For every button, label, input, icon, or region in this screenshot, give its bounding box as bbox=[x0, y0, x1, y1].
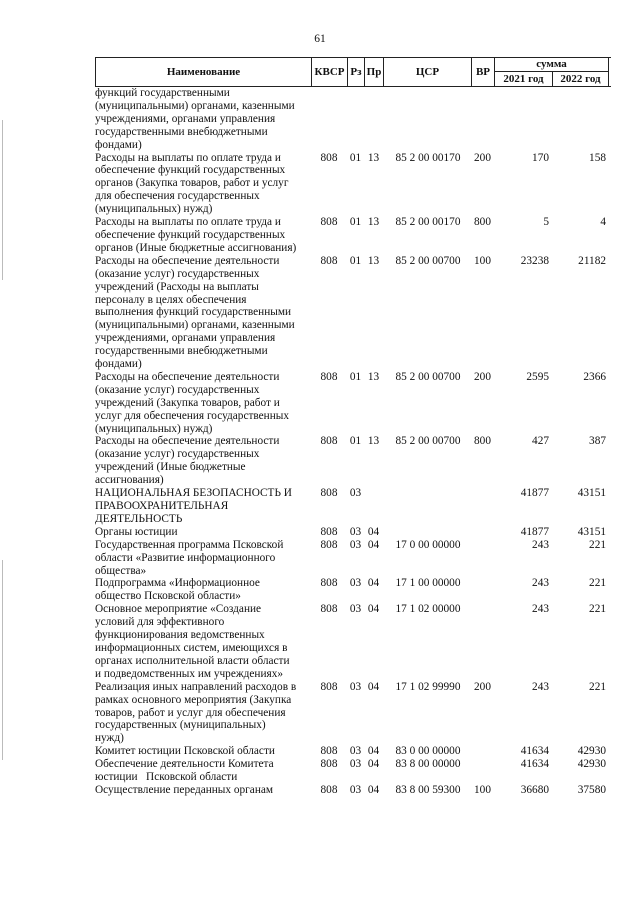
cell-pr: 13 bbox=[367, 151, 380, 164]
cell-name: Расходы на выплаты по оплате труда и обеспечение функций государственных органов (Иные бюджетные ассигнования) bbox=[95, 216, 297, 254]
cell-rz: 03 bbox=[349, 745, 362, 758]
cell-kvsr: 808 bbox=[320, 758, 338, 771]
header-sum: сумма bbox=[494, 58, 609, 72]
cell-y1: 243 bbox=[532, 577, 549, 590]
cell-y1: 243 bbox=[532, 680, 549, 693]
header-pr: Пр bbox=[364, 58, 383, 86]
header-csr: ЦСР bbox=[383, 58, 471, 86]
cell-name: функций государственными (муниципальными) органами, казенными учреждениями, органами управления государственными внебюджетными фондами) bbox=[95, 87, 295, 151]
cell-rz: 03 bbox=[349, 680, 362, 693]
cell-csr bbox=[383, 487, 471, 526]
table-header bbox=[95, 57, 611, 87]
cell-csr bbox=[383, 526, 471, 539]
cell-csr: 17 1 00 00000 bbox=[395, 577, 461, 590]
cell-vr: 100 bbox=[474, 254, 491, 267]
cell-kvsr: 808 bbox=[320, 254, 338, 267]
cell-name: НАЦИОНАЛЬНАЯ БЕЗОПАСНОСТЬ И ПРАВООХРАНИТЕЛЬНАЯ ДЕЯТЕЛЬНОСТЬ bbox=[95, 487, 292, 525]
cell-pr: 13 bbox=[367, 370, 380, 383]
cell-y1: 41877 bbox=[520, 525, 549, 538]
cell-csr: 83 8 00 59300 bbox=[395, 783, 461, 796]
cell-vr bbox=[471, 487, 494, 526]
cell-y1: 23238 bbox=[520, 254, 549, 267]
cell-y2: 221 bbox=[589, 680, 606, 693]
table-body bbox=[95, 87, 611, 797]
header-year-2021: 2021 год bbox=[494, 72, 552, 86]
cell-vr: 800 bbox=[474, 435, 491, 448]
cell-y1: 170 bbox=[532, 151, 549, 164]
cell-vr bbox=[471, 526, 494, 539]
cell-csr: 17 0 00 00000 bbox=[395, 538, 461, 551]
cell-y2: 221 bbox=[589, 538, 606, 551]
cell-kvsr: 808 bbox=[320, 745, 338, 758]
cell-y1: 41877 bbox=[520, 487, 549, 500]
header-kvsr: КВСР bbox=[311, 58, 347, 86]
cell-vr bbox=[471, 539, 494, 578]
cell-y1: 41634 bbox=[520, 745, 549, 758]
cell-kvsr: 808 bbox=[320, 435, 338, 448]
cell-name: Государственная программа Псковской области «Развитие информационного общества» bbox=[95, 538, 284, 577]
cell-rz: 03 bbox=[349, 487, 362, 500]
cell-name: Комитет юстиции Псковской области bbox=[95, 745, 275, 758]
cell-y1: 427 bbox=[532, 435, 549, 448]
cell-csr: 85 2 00 00700 bbox=[395, 370, 461, 383]
cell-rz: 03 bbox=[349, 525, 362, 538]
cell-csr: 17 1 02 00000 bbox=[395, 603, 461, 616]
cell-rz: 03 bbox=[349, 538, 362, 551]
page-number: 61 bbox=[314, 33, 326, 45]
cell-rz: 01 bbox=[349, 435, 362, 448]
cell-name: Органы юстиции bbox=[95, 525, 178, 538]
scan-edge-mark bbox=[2, 560, 3, 760]
scan-edge-mark bbox=[2, 120, 3, 280]
cell-vr: 200 bbox=[474, 151, 491, 164]
cell-kvsr: 808 bbox=[320, 487, 338, 500]
cell-rz: 03 bbox=[349, 758, 362, 771]
cell-vr bbox=[471, 603, 494, 680]
cell-name: Расходы на выплаты по оплате труда и обеспечение функций государственных органов (Закупка товаров, работ и услуг для обеспечения государственных (муниципальных) нужд) bbox=[95, 151, 289, 216]
cell-pr: 04 bbox=[367, 758, 380, 771]
cell-pr: 13 bbox=[367, 254, 380, 267]
cell-name: Расходы на обеспечение деятельности (оказание услуг) государственных учреждений (Закупка товаров, работ и услуг для обеспечения государственных (муниципальных) нужд) bbox=[95, 370, 290, 435]
cell-y2: 2366 bbox=[583, 370, 606, 383]
cell-vr: 100 bbox=[474, 783, 491, 796]
cell-pr bbox=[364, 487, 383, 526]
cell-csr: 85 2 00 00700 bbox=[395, 254, 461, 267]
cell-y2: 43151 bbox=[577, 487, 606, 500]
cell-pr: 04 bbox=[367, 525, 380, 538]
cell-pr: 13 bbox=[367, 216, 380, 229]
cell-vr: 800 bbox=[474, 216, 491, 229]
cell-pr: 04 bbox=[367, 577, 380, 590]
header-name: Наименование bbox=[95, 58, 311, 86]
cell-rz: 01 bbox=[349, 216, 362, 229]
cell-y2: 37580 bbox=[577, 783, 606, 796]
cell-kvsr: 808 bbox=[320, 370, 338, 383]
cell-pr: 04 bbox=[367, 680, 380, 693]
cell-csr: 83 8 00 00000 bbox=[395, 758, 461, 771]
cell-pr: 04 bbox=[367, 783, 380, 796]
cell-y2: 21182 bbox=[578, 254, 606, 267]
cell-kvsr: 808 bbox=[320, 680, 338, 693]
cell-kvsr: 808 bbox=[320, 151, 338, 164]
cell-name: Осуществление переданных органам bbox=[95, 783, 274, 796]
cell-vr bbox=[471, 577, 494, 603]
cell-y1: 243 bbox=[532, 538, 549, 551]
cell-vr bbox=[471, 745, 494, 758]
cell-y1: 243 bbox=[532, 603, 549, 616]
cell-y2 bbox=[552, 87, 609, 152]
cell-y1: 2595 bbox=[526, 370, 549, 383]
cell-y2: 4 bbox=[600, 216, 606, 229]
cell-kvsr: 808 bbox=[320, 603, 338, 616]
cell-y1 bbox=[494, 87, 552, 152]
cell-pr: 04 bbox=[367, 745, 380, 758]
cell-kvsr: 808 bbox=[320, 577, 338, 590]
cell-pr: 13 bbox=[367, 435, 380, 448]
cell-rz: 01 bbox=[349, 254, 362, 267]
cell-pr: 04 bbox=[367, 538, 380, 551]
cell-y2: 158 bbox=[589, 151, 606, 164]
cell-vr bbox=[471, 87, 494, 152]
cell-csr bbox=[383, 87, 471, 152]
header-rz: Рз bbox=[347, 58, 364, 86]
cell-csr: 85 2 00 00170 bbox=[395, 151, 461, 164]
cell-kvsr: 808 bbox=[320, 525, 338, 538]
cell-y2: 221 bbox=[589, 603, 606, 616]
cell-y2: 42930 bbox=[577, 745, 606, 758]
cell-y1: 5 bbox=[543, 216, 549, 229]
cell-y2: 221 bbox=[589, 577, 606, 590]
cell-kvsr: 808 bbox=[320, 216, 338, 229]
cell-rz: 01 bbox=[349, 370, 362, 383]
cell-pr: 04 bbox=[367, 603, 380, 616]
cell-name: Реализация иных направлений расходов в рамках основного мероприятия (Закупка товаров, работ и услуг для обеспечения государственных (муниципальных) нужд) bbox=[95, 680, 297, 745]
cell-y1: 41634 bbox=[520, 758, 549, 771]
cell-csr: 85 2 00 00700 bbox=[395, 435, 461, 448]
cell-rz: 01 bbox=[349, 151, 362, 164]
cell-vr: 200 bbox=[474, 370, 491, 383]
cell-csr: 85 2 00 00170 bbox=[395, 216, 461, 229]
cell-y2: 387 bbox=[589, 435, 606, 448]
cell-kvsr bbox=[311, 87, 347, 152]
header-vr: ВР bbox=[471, 58, 494, 86]
cell-vr bbox=[471, 758, 494, 784]
cell-csr: 83 0 00 00000 bbox=[395, 745, 461, 758]
cell-y2: 42930 bbox=[577, 758, 606, 771]
cell-csr: 17 1 02 99990 bbox=[395, 680, 461, 693]
cell-name: Обеспечение деятельности Комитета юстиции Псковской области bbox=[95, 758, 274, 784]
cell-kvsr: 808 bbox=[320, 538, 338, 551]
cell-rz: 03 bbox=[349, 783, 362, 796]
cell-y1: 36680 bbox=[520, 783, 549, 796]
cell-rz: 03 bbox=[349, 577, 362, 590]
cell-name: Расходы на обеспечение деятельности (оказание услуг) государственных учреждений (Расходы на выплаты персоналу в целях обеспечения выполнения функций государственными (муниципальными) органами, казенными учреждениями, органами управления государственными внебюджетными фондами) bbox=[95, 254, 295, 371]
header-year-2022: 2022 год bbox=[552, 72, 609, 86]
cell-y2: 43151 bbox=[577, 525, 606, 538]
cell-rz: 03 bbox=[349, 603, 362, 616]
cell-rz bbox=[347, 87, 364, 152]
cell-kvsr: 808 bbox=[320, 783, 338, 796]
cell-pr bbox=[364, 87, 383, 152]
cell-vr: 200 bbox=[474, 680, 491, 693]
cell-name: Расходы на обеспечение деятельности (оказание услуг) государственных учреждений (Иные бюджетные ассигнования) bbox=[95, 435, 280, 487]
cell-name: Подпрограмма «Информационное общество Псковской области» bbox=[95, 577, 260, 603]
cell-name: Основное мероприятие «Создание условий для эффективного функционирования ведомственных информационных систем, имеющихся в органах исполнительной власти области и подведомственных им учреждениях» bbox=[95, 603, 290, 680]
